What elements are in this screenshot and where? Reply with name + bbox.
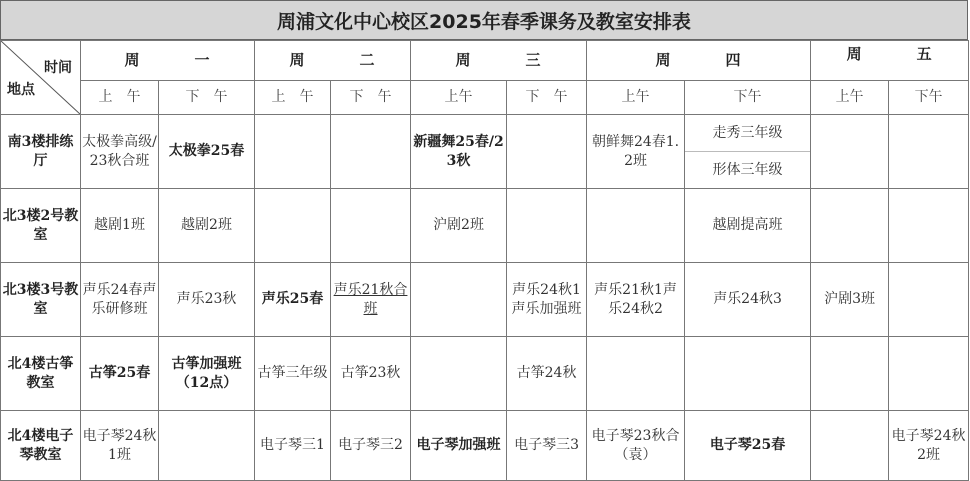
table-row [1,337,969,411]
day-header-mon: 周 一 [81,41,255,81]
class-cell: 新疆舞25春/23秋 [411,115,507,189]
class-subcell: 走秀三年级 [685,115,810,152]
period-header: 上午 [811,81,889,115]
table-row [1,189,969,263]
class-cell: 古筝25春 [81,337,159,411]
class-cell: 朝鲜舞24春1.2班 [587,115,685,189]
class-cell [889,115,969,189]
class-cell: 声乐23秋 [159,263,255,337]
class-cell [411,263,507,337]
class-cell: 电子琴25春 [685,411,811,481]
period-header: 上 午 [81,81,159,115]
day-header-fri: 周 五 [811,41,969,81]
class-cell [255,189,331,263]
class-cell: 越剧2班 [159,189,255,263]
class-cell: 古筝加强班（12点） [159,337,255,411]
class-cell: 越剧1班 [81,189,159,263]
class-cell: 电子琴三3 [507,411,587,481]
class-cell [507,115,587,189]
class-cell [811,189,889,263]
period-header: 下 午 [159,81,255,115]
class-cell [587,189,685,263]
class-cell [587,337,685,411]
location-label: 地点 [7,82,35,98]
class-cell: 电子琴23秋合（袁） [587,411,685,481]
table-row [1,115,969,189]
class-cell: 太极拳25春 [159,115,255,189]
class-cell [685,337,811,411]
class-cell: 沪剧3班 [811,263,889,337]
class-cell [255,115,331,189]
class-cell: 电子琴24秋1班 [81,411,159,481]
header-corner [1,41,81,115]
class-cell [331,189,411,263]
table-row [1,263,969,337]
class-cell: 声乐24秋3 [685,263,811,337]
day-header-thu: 周 四 [587,41,811,81]
class-cell [889,337,969,411]
table-row [1,411,969,481]
page-title: 周浦文化中心校区2025年春季课务及教室安排表 [0,0,968,40]
class-cell-split [685,115,811,189]
class-cell [811,411,889,481]
period-header: 下 午 [507,81,587,115]
class-cell [411,337,507,411]
schedule-table [0,40,969,481]
class-cell: 声乐24秋1声乐加强班 [507,263,587,337]
location-cell: 北3楼2号教室 [1,189,81,263]
class-cell: 太极拳高级/23秋合班 [81,115,159,189]
class-cell [889,263,969,337]
location-cell: 北4楼古筝教室 [1,337,81,411]
class-cell [889,189,969,263]
period-header: 上午 [587,81,685,115]
day-header-tue: 周 二 [255,41,411,81]
location-cell: 南3楼排练厅 [1,115,81,189]
class-subcell: 形体三年级 [712,161,783,178]
class-cell: 电子琴24秋2班 [889,411,969,481]
class-cell: 声乐21秋合班 [331,263,411,337]
class-cell: 沪剧2班 [411,189,507,263]
class-cell: 声乐24春声乐研修班 [81,263,159,337]
class-cell: 古筝23秋 [331,337,411,411]
class-cell [811,115,889,189]
class-cell: 电子琴三1 [255,411,331,481]
class-cell: 电子琴三2 [331,411,411,481]
time-label: 时间 [44,60,72,76]
class-cell: 电子琴加强班 [411,411,507,481]
class-cell [811,337,889,411]
period-header: 上午 [411,81,507,115]
class-cell: 越剧提高班 [685,189,811,263]
class-cell [331,115,411,189]
day-header-wed: 周 三 [411,41,587,81]
class-cell [159,411,255,481]
period-header: 下午 [889,81,969,115]
location-cell: 北4楼电子琴教室 [1,411,81,481]
period-header: 下 午 [331,81,411,115]
class-cell: 古筝三年级 [255,337,331,411]
period-header: 上 午 [255,81,331,115]
period-header: 下午 [685,81,811,115]
class-cell: 古筝24秋 [507,337,587,411]
location-cell: 北3楼3号教室 [1,263,81,337]
class-cell: 声乐25春 [255,263,331,337]
class-cell [507,189,587,263]
class-cell: 声乐21秋1声乐24秋2 [587,263,685,337]
